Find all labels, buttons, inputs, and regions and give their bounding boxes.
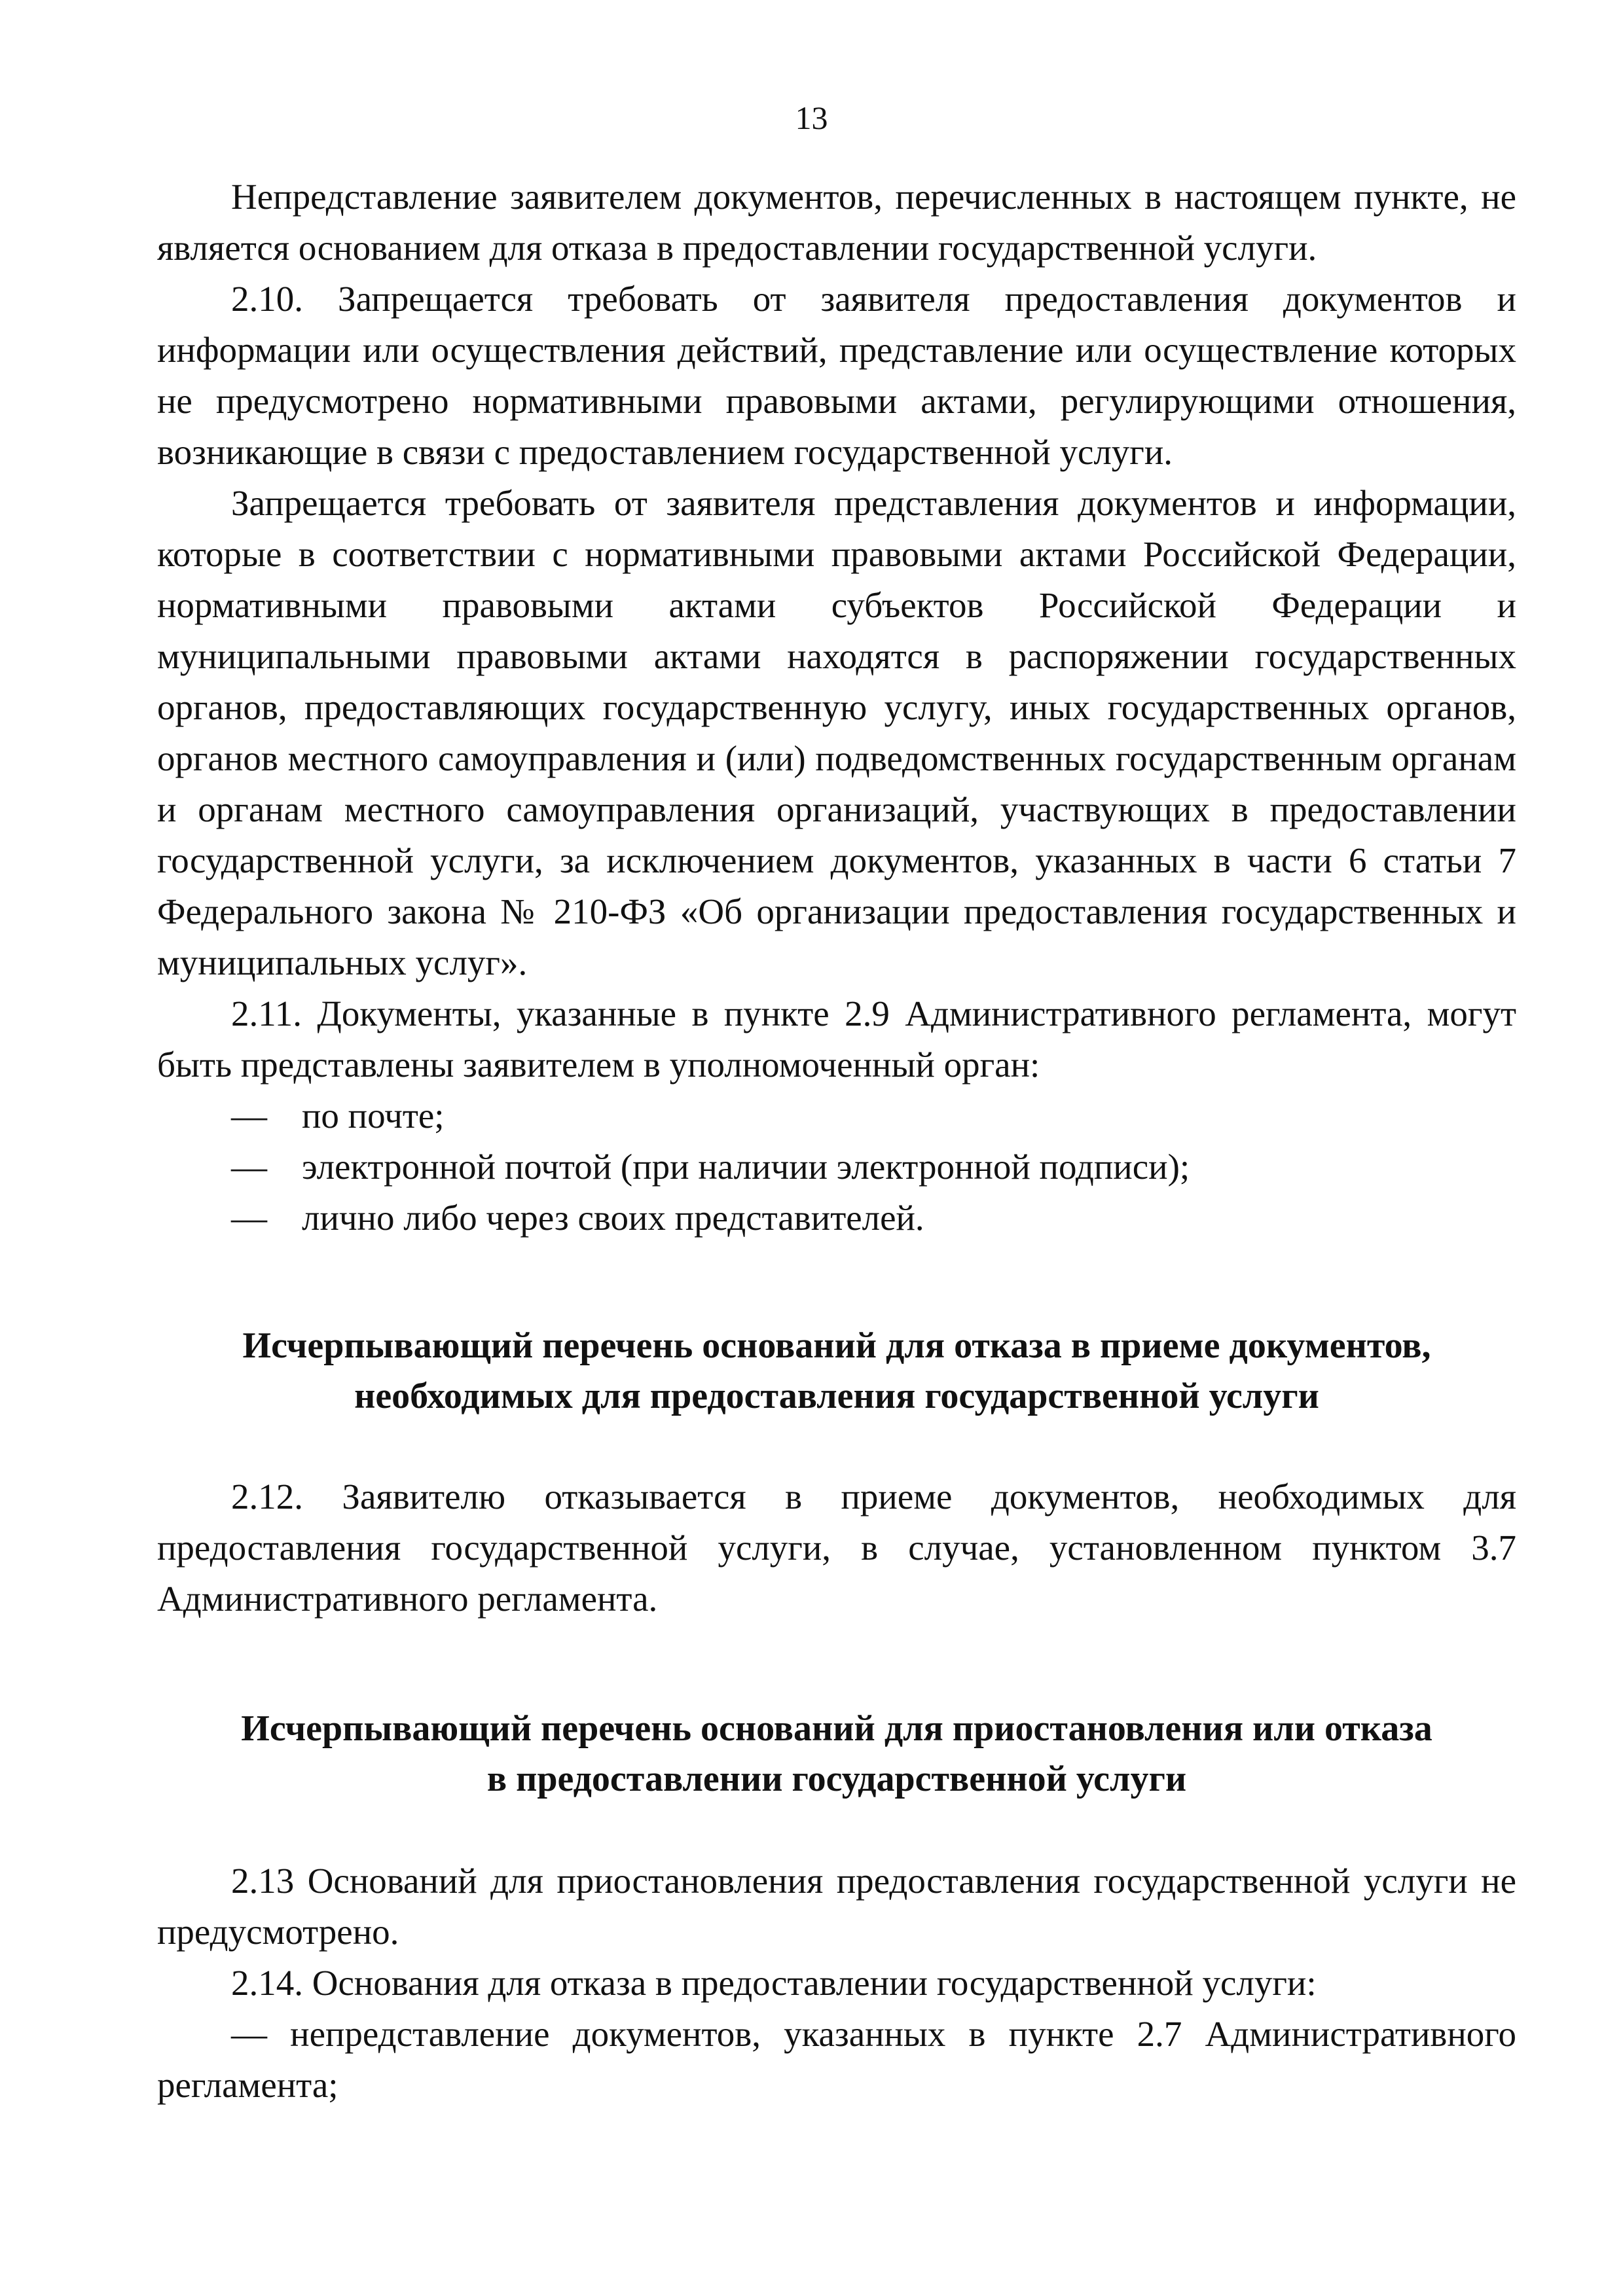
paragraph-prohibition: Запрещается требовать от заявителя представления документов и информации, которые в соответствии с нормативными правовыми актами Российской Федерации, нормативными правовыми актами субъектов Российской Федерации и муниципальными правовыми актами находятся в распоряжении государственных органов, предоставляющих государственную услугу, иных государственных органов, органов местного самоуправления и (или) подведомственных государственным органам и органам местного самоуправления организаций, участвующих в предоставлении государственной услуги, за исключением документов, указанных в части 6 статьи 7 Федерального закона № 210-ФЗ «Об организации предоставления государственных и муниципальных услуг».: [157, 483, 1516, 982]
list-item-text: по почте;: [302, 1096, 445, 1136]
list-item: [157, 1141, 1516, 1193]
list-item: [157, 1090, 1516, 1141]
section-heading-suspension: [157, 1704, 1516, 1804]
heading-line: Исчерпывающий перечень оснований для отказа в приеме документов,: [242, 1325, 1431, 1366]
paragraph-2-10: 2.10. Запрещается требовать от заявителя предоставления документов и информации или осуществления действий, представление или осуществление которых не предусмотрено нормативными правовыми актами, регулирующими отношения, возникающие в связи с предоставлением государственной услуги.: [157, 279, 1516, 472]
dash-symbol: —: [231, 1147, 267, 1187]
paragraph-2-11: 2.11. Документы, указанные в пункте 2.9 Административного регламента, могут быть представлены заявителем в уполномоченный орган:: [157, 994, 1516, 1085]
heading-line: Исчерпывающий перечень оснований для приостановления или отказа: [241, 1708, 1432, 1749]
main-text-block: [157, 171, 1516, 1244]
heading-line: необходимых для предоставления государственной услуги: [354, 1376, 1319, 1416]
section-2-text: [157, 1856, 1516, 2111]
paragraph-2-12: 2.12. Заявителю отказывается в приеме документов, необходимых для предоставления государственной услуги, в случае, установленном пунктом 3.7 Административного регламента.: [157, 1477, 1516, 1619]
list-item-text: электронной почтой (при наличии электронной подписи);: [302, 1147, 1190, 1187]
paragraph-2-14: 2.14. Основания для отказа в предоставлении государственной услуги:: [231, 1963, 1317, 2003]
paragraph-2-13: 2.13 Оснований для приостановления предоставления государственной услуги не предусмотрено.: [157, 1861, 1516, 1952]
page-number: 13: [795, 99, 828, 136]
section-heading-refusal-acceptance: [157, 1321, 1516, 1422]
paragraph-grounds-item: — непредставление документов, указанных в пункте 2.7 Административного регламента;: [157, 2014, 1516, 2105]
list-item: [157, 1193, 1516, 1244]
section-1-text: [157, 1471, 1516, 1624]
dash-symbol: —: [231, 1198, 267, 1238]
paragraph-non-submission: Непредставление заявителем документов, перечисленных в настоящем пункте, не является основанием для отказа в предоставлении государственной услуги.: [157, 177, 1516, 268]
heading-line: в предоставлении государственной услуги: [486, 1759, 1187, 1799]
dash-symbol: —: [231, 1096, 267, 1136]
list-item-text: лично либо через своих представителей.: [302, 1198, 924, 1238]
